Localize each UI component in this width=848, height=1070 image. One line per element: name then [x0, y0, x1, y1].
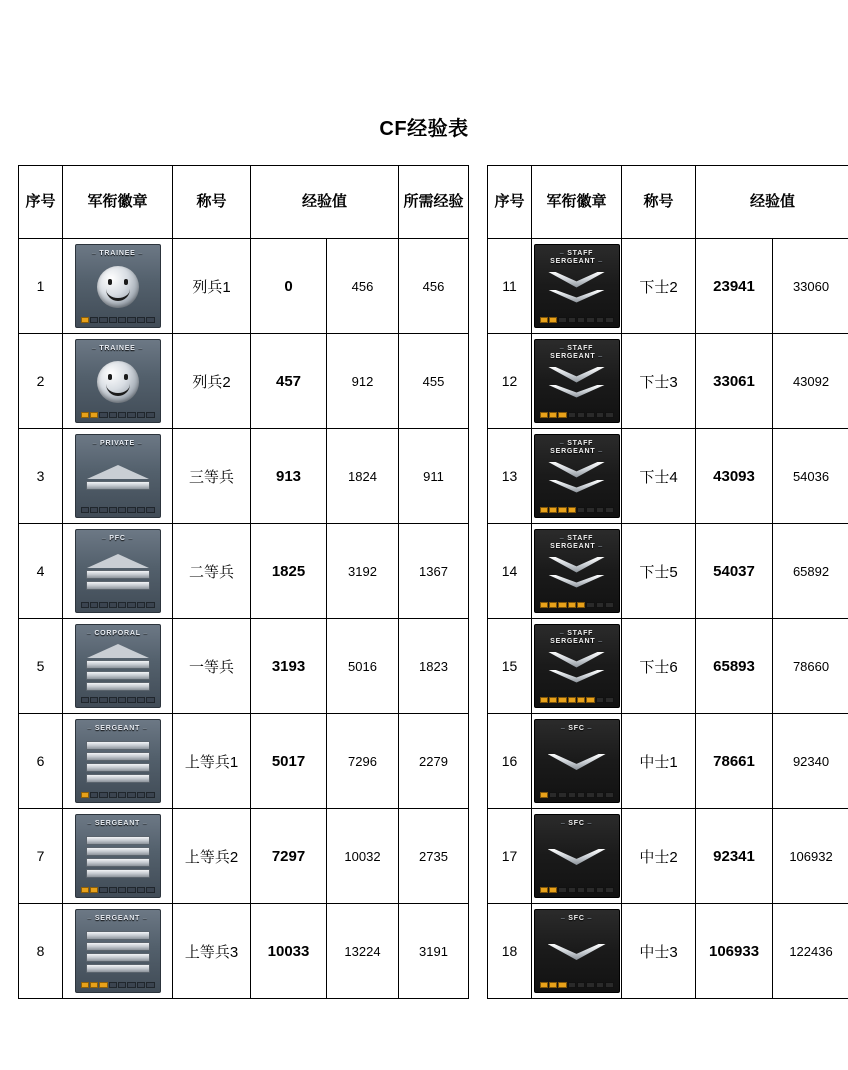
rank-badge-caption: – STAFF SERGEANT – — [550, 630, 603, 645]
cell-rank-name: 上等兵2 — [173, 809, 251, 904]
cell-rank-name: 三等兵 — [173, 429, 251, 524]
rank-progress-bar — [540, 317, 614, 323]
table-header-row — [488, 166, 848, 239]
cell-exp-to: 912 — [327, 334, 399, 429]
table-header-row — [19, 166, 469, 239]
cell-rank-name: 下士2 — [622, 239, 696, 334]
header-need: 所需经验 — [399, 166, 469, 239]
cell-index: 3 — [19, 429, 63, 524]
cell-index: 13 — [488, 429, 532, 524]
cell-exp-need: 1823 — [399, 619, 469, 714]
smiley-face-icon — [97, 361, 139, 403]
header-badge: 军衔徽章 — [532, 166, 622, 239]
rank-progress-bar — [81, 792, 155, 798]
rank-badge — [534, 434, 620, 518]
rank-badge-caption: – SFC – — [560, 725, 593, 732]
header-index: 序号 — [19, 166, 63, 239]
cell-index: 17 — [488, 809, 532, 904]
table-row — [488, 714, 848, 809]
cell-exp-need: 911 — [399, 429, 469, 524]
rank-progress-bar — [81, 602, 155, 608]
cell-rank-name: 中士2 — [622, 809, 696, 904]
cell-index: 12 — [488, 334, 532, 429]
rank-progress-bar — [540, 697, 614, 703]
table-row — [488, 904, 848, 999]
cell-exp-from: 106933 — [696, 904, 773, 999]
cell-exp-to: 78660 — [773, 619, 848, 714]
header-exp: 经验值 — [251, 166, 399, 239]
cell-exp-need: 2735 — [399, 809, 469, 904]
rank-badge — [75, 909, 161, 993]
cell-badge — [63, 524, 173, 619]
rank-badge-art — [76, 546, 160, 598]
smiley-face-icon — [97, 266, 139, 308]
right-exp-table — [487, 165, 848, 999]
cell-index: 15 — [488, 619, 532, 714]
rank-badge-art — [535, 261, 619, 313]
cell-rank-name: 二等兵 — [173, 524, 251, 619]
rank-badge — [75, 434, 161, 518]
table-row — [19, 904, 469, 999]
cell-exp-to: 43092 — [773, 334, 848, 429]
rank-badge — [75, 814, 161, 898]
rank-badge-art — [535, 831, 619, 883]
cell-exp-to: 1824 — [327, 429, 399, 524]
cell-rank-name: 下士5 — [622, 524, 696, 619]
table-row — [488, 334, 848, 429]
rank-badge-caption: – SERGEANT – — [87, 915, 148, 922]
cell-index: 18 — [488, 904, 532, 999]
cell-index: 2 — [19, 334, 63, 429]
cell-badge — [63, 619, 173, 714]
rank-badge-caption: – SFC – — [560, 820, 593, 827]
cell-exp-need: 3191 — [399, 904, 469, 999]
cell-rank-name: 中士3 — [622, 904, 696, 999]
rank-badge-caption: – CORPORAL – — [86, 630, 149, 637]
rank-progress-bar — [540, 792, 614, 798]
header-name: 称号 — [173, 166, 251, 239]
table-row — [488, 524, 848, 619]
cell-exp-from: 10033 — [251, 904, 327, 999]
rank-badge — [534, 244, 620, 328]
rank-badge-caption: – PFC – — [101, 535, 134, 542]
cell-exp-to: 13224 — [327, 904, 399, 999]
rank-badge-caption: – TRAINEE – — [91, 250, 144, 257]
header-index: 序号 — [488, 166, 532, 239]
cell-badge — [63, 239, 173, 334]
rank-badge-art — [76, 451, 160, 503]
table-row — [488, 429, 848, 524]
cell-exp-to: 456 — [327, 239, 399, 334]
cell-exp-to: 33060 — [773, 239, 848, 334]
document-page — [0, 112, 848, 1070]
cell-exp-from: 913 — [251, 429, 327, 524]
cell-exp-from: 92341 — [696, 809, 773, 904]
rank-progress-bar — [540, 507, 614, 513]
rank-progress-bar — [540, 412, 614, 418]
rank-badge-art — [76, 641, 160, 693]
cell-badge — [532, 714, 622, 809]
left-exp-table — [18, 165, 469, 999]
cell-index: 11 — [488, 239, 532, 334]
table-row — [488, 239, 848, 334]
rank-progress-bar — [81, 982, 155, 988]
cell-badge — [532, 904, 622, 999]
cell-badge — [63, 809, 173, 904]
cell-rank-name: 下士4 — [622, 429, 696, 524]
left-table-body — [19, 239, 469, 999]
rank-badge-caption: – STAFF SERGEANT – — [550, 250, 603, 265]
rank-badge-art — [76, 926, 160, 978]
cell-rank-name: 列兵1 — [173, 239, 251, 334]
rank-badge-art — [535, 641, 619, 693]
cell-badge — [532, 524, 622, 619]
cell-badge — [532, 809, 622, 904]
rank-badge — [534, 624, 620, 708]
rank-badge — [75, 339, 161, 423]
cell-rank-name: 中士1 — [622, 714, 696, 809]
cell-rank-name: 下士6 — [622, 619, 696, 714]
cell-exp-to: 5016 — [327, 619, 399, 714]
rank-badge-caption: – SERGEANT – — [87, 820, 148, 827]
rank-badge-caption: – STAFF SERGEANT – — [550, 535, 603, 550]
cell-badge — [63, 429, 173, 524]
header-name: 称号 — [622, 166, 696, 239]
cell-badge — [63, 334, 173, 429]
rank-progress-bar — [81, 887, 155, 893]
cell-exp-from: 457 — [251, 334, 327, 429]
cell-exp-to: 3192 — [327, 524, 399, 619]
table-row — [19, 619, 469, 714]
rank-badge-caption: – PRIVATE – — [92, 440, 143, 447]
rank-progress-bar — [81, 507, 155, 513]
rank-badge-caption: – STAFF SERGEANT – — [550, 345, 603, 360]
table-row — [19, 239, 469, 334]
cell-index: 8 — [19, 904, 63, 999]
cell-exp-from: 78661 — [696, 714, 773, 809]
cell-exp-to: 65892 — [773, 524, 848, 619]
cell-exp-to: 54036 — [773, 429, 848, 524]
cell-badge — [532, 334, 622, 429]
cell-index: 16 — [488, 714, 532, 809]
rank-badge — [75, 624, 161, 708]
cell-exp-to: 122436 — [773, 904, 848, 999]
cell-index: 1 — [19, 239, 63, 334]
cell-exp-need: 456 — [399, 239, 469, 334]
rank-badge-art — [535, 546, 619, 598]
rank-badge-art — [76, 261, 160, 313]
cell-rank-name: 上等兵1 — [173, 714, 251, 809]
cell-index: 4 — [19, 524, 63, 619]
rank-badge-art — [535, 356, 619, 408]
rank-badge-art — [76, 736, 160, 788]
cell-badge — [63, 904, 173, 999]
rank-progress-bar — [540, 982, 614, 988]
cell-rank-name: 一等兵 — [173, 619, 251, 714]
cell-index: 5 — [19, 619, 63, 714]
page-title: CF经验表 — [379, 118, 469, 140]
rank-badge-caption: – STAFF SERGEANT – — [550, 440, 603, 455]
rank-progress-bar — [81, 412, 155, 418]
table-row — [19, 524, 469, 619]
cell-index: 7 — [19, 809, 63, 904]
cell-exp-to: 10032 — [327, 809, 399, 904]
cell-exp-to: 7296 — [327, 714, 399, 809]
rank-badge — [534, 529, 620, 613]
right-table-body — [488, 239, 848, 999]
rank-badge — [534, 719, 620, 803]
table-row — [19, 809, 469, 904]
cell-exp-from: 33061 — [696, 334, 773, 429]
table-row — [19, 334, 469, 429]
cell-exp-need: 2279 — [399, 714, 469, 809]
rank-badge — [75, 719, 161, 803]
cell-exp-from: 54037 — [696, 524, 773, 619]
rank-badge — [75, 244, 161, 328]
rank-badge-caption: – TRAINEE – — [91, 345, 144, 352]
table-row — [488, 619, 848, 714]
header-badge: 军衔徽章 — [63, 166, 173, 239]
rank-badge-art — [76, 831, 160, 883]
rank-progress-bar — [81, 697, 155, 703]
table-row — [19, 714, 469, 809]
cell-exp-from: 23941 — [696, 239, 773, 334]
tables-container — [0, 165, 848, 999]
rank-badge — [75, 529, 161, 613]
cell-index: 14 — [488, 524, 532, 619]
cell-exp-from: 3193 — [251, 619, 327, 714]
rank-progress-bar — [540, 602, 614, 608]
cell-exp-from: 7297 — [251, 809, 327, 904]
cell-badge — [532, 429, 622, 524]
cell-exp-from: 1825 — [251, 524, 327, 619]
cell-rank-name: 上等兵3 — [173, 904, 251, 999]
rank-badge — [534, 814, 620, 898]
rank-progress-bar — [540, 887, 614, 893]
cell-exp-from: 65893 — [696, 619, 773, 714]
cell-badge — [63, 714, 173, 809]
cell-badge — [532, 239, 622, 334]
cell-badge — [532, 619, 622, 714]
header-exp: 经验值 — [696, 166, 848, 239]
cell-rank-name: 列兵2 — [173, 334, 251, 429]
cell-rank-name: 下士3 — [622, 334, 696, 429]
rank-badge-art — [535, 926, 619, 978]
rank-badge-caption: – SFC – — [560, 915, 593, 922]
rank-badge-art — [535, 736, 619, 788]
rank-badge-art — [535, 451, 619, 503]
cell-exp-from: 5017 — [251, 714, 327, 809]
rank-badge — [534, 339, 620, 423]
table-row — [488, 809, 848, 904]
cell-index: 6 — [19, 714, 63, 809]
cell-exp-from: 43093 — [696, 429, 773, 524]
rank-progress-bar — [81, 317, 155, 323]
cell-exp-need: 455 — [399, 334, 469, 429]
cell-exp-from: 0 — [251, 239, 327, 334]
cell-exp-to: 106932 — [773, 809, 848, 904]
cell-exp-to: 92340 — [773, 714, 848, 809]
rank-badge — [534, 909, 620, 993]
rank-badge-caption: – SERGEANT – — [87, 725, 148, 732]
table-row — [19, 429, 469, 524]
rank-badge-art — [76, 356, 160, 408]
cell-exp-need: 1367 — [399, 524, 469, 619]
